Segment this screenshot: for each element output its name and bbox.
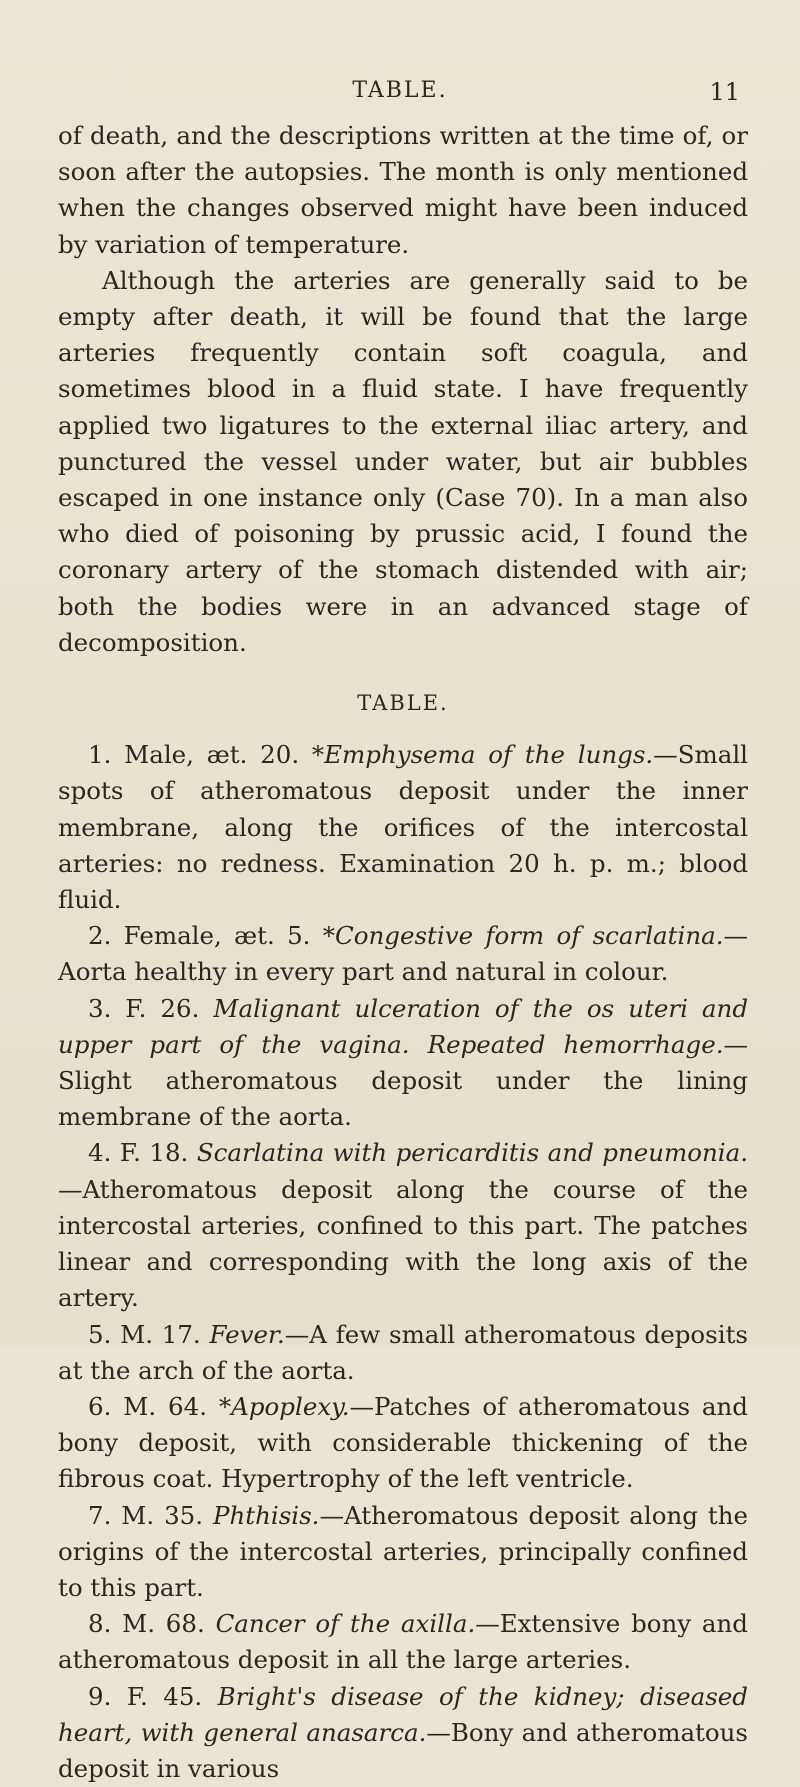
table-entry xyxy=(58,991,748,1136)
table-entry xyxy=(58,1389,748,1498)
table-entry xyxy=(58,1498,748,1607)
entry-text: —Atheromatous deposit along the origins of the intercostal arteries, principally confined to this part. xyxy=(58,1500,748,1602)
entry-lead: 2. Female, æt. 5. xyxy=(88,921,311,951)
entry-text: —Patches of atheromatous and bony deposit, with considerable thickening of the fibrous coat. Hypertrophy of the left ventricle. xyxy=(58,1391,748,1494)
entry-diagnosis: *Emphysema of the lungs. xyxy=(311,740,654,770)
entry-text: —Atheromatous deposit along the course of the intercostal arteries, confined to this part. The patches linear and corresponding with the long axis of the artery. xyxy=(58,1174,748,1313)
entry-text: —Slight atheromatous deposit under the lining membrane of the aorta. xyxy=(58,1029,748,1132)
entry-diagnosis: Phthisis. xyxy=(212,1500,320,1530)
entry-lead: 1. Male, æt. 20. xyxy=(88,740,300,770)
entry-lead: 8. M. 68. xyxy=(88,1609,205,1639)
entry-text: —Bony and atheromatous deposit in various xyxy=(58,1717,749,1783)
entry-text: —Aorta healthy in every part and natural in colour. xyxy=(58,921,748,987)
paragraph: of death, and the descriptions written at the time of, or soon after the autopsies. The month is only mentioned when the changes observed might have been induced by variation of temperature. xyxy=(58,121,748,259)
paragraph: Although the arteries are generally said to be empty after death, it will be found that the large arteries frequently contain soft coagula, and sometimes blood in a fluid state. I have frequently applied two ligatures to the external iliac artery, and punctured the vessel under water, but air bubbles escaped in one instance only (Case 70). In a man also who died of poisoning by prussic acid, I found the coronary artery of the stomach distended with air; both the bodies were in an advanced stage of decomposition. xyxy=(58,265,748,657)
entry-diagnosis: *Apoplexy. xyxy=(218,1391,350,1421)
entry-diagnosis: Fever. xyxy=(209,1319,285,1349)
table-heading: TABLE. xyxy=(357,691,449,716)
table-entry xyxy=(58,1135,748,1316)
page-number: 11 xyxy=(709,78,740,106)
entry-text: —Small spots of atheromatous deposit under the inner membrane, along the orifices of the intercostal arteries: no redness. Examination 20 h. p. m.; blood fluid. xyxy=(58,740,748,915)
table-entry xyxy=(58,1317,748,1389)
running-title: TABLE. xyxy=(352,78,448,103)
entry-lead: 4. F. 18. xyxy=(88,1138,189,1168)
entry-lead: 6. M. 64. xyxy=(88,1391,208,1421)
entry-lead: 3. F. 26. xyxy=(88,993,200,1023)
running-head xyxy=(0,78,800,108)
entry-lead: 7. M. 35. xyxy=(88,1500,204,1530)
entry-text: —A few small atheromatous deposits at the arch of the aorta. xyxy=(58,1319,748,1385)
table-entry xyxy=(58,1679,748,1787)
table-entry xyxy=(58,918,748,990)
entry-diagnosis: Cancer of the axilla. xyxy=(215,1609,476,1639)
page-body xyxy=(58,118,748,1787)
entry-diagnosis: *Congestive form of scarlatina. xyxy=(322,921,724,951)
entry-diagnosis: Malignant ulceration of the os uteri and upper part of the vagina. Repeated hemorrhage. xyxy=(58,993,748,1059)
entry-diagnosis: Scarlatina with pericarditis and pneumonia. xyxy=(196,1138,748,1168)
entry-text: —Extensive bony and atheromatous deposit in all the large arteries. xyxy=(58,1609,748,1675)
table-entry xyxy=(58,737,748,918)
entry-lead: 9. F. 45. xyxy=(88,1681,203,1711)
entry-diagnosis: Bright's disease of the kidney; diseased heart, with general anasarca. xyxy=(58,1681,748,1747)
table-entry xyxy=(58,1606,748,1678)
entry-lead: 5. M. 17. xyxy=(88,1319,201,1349)
